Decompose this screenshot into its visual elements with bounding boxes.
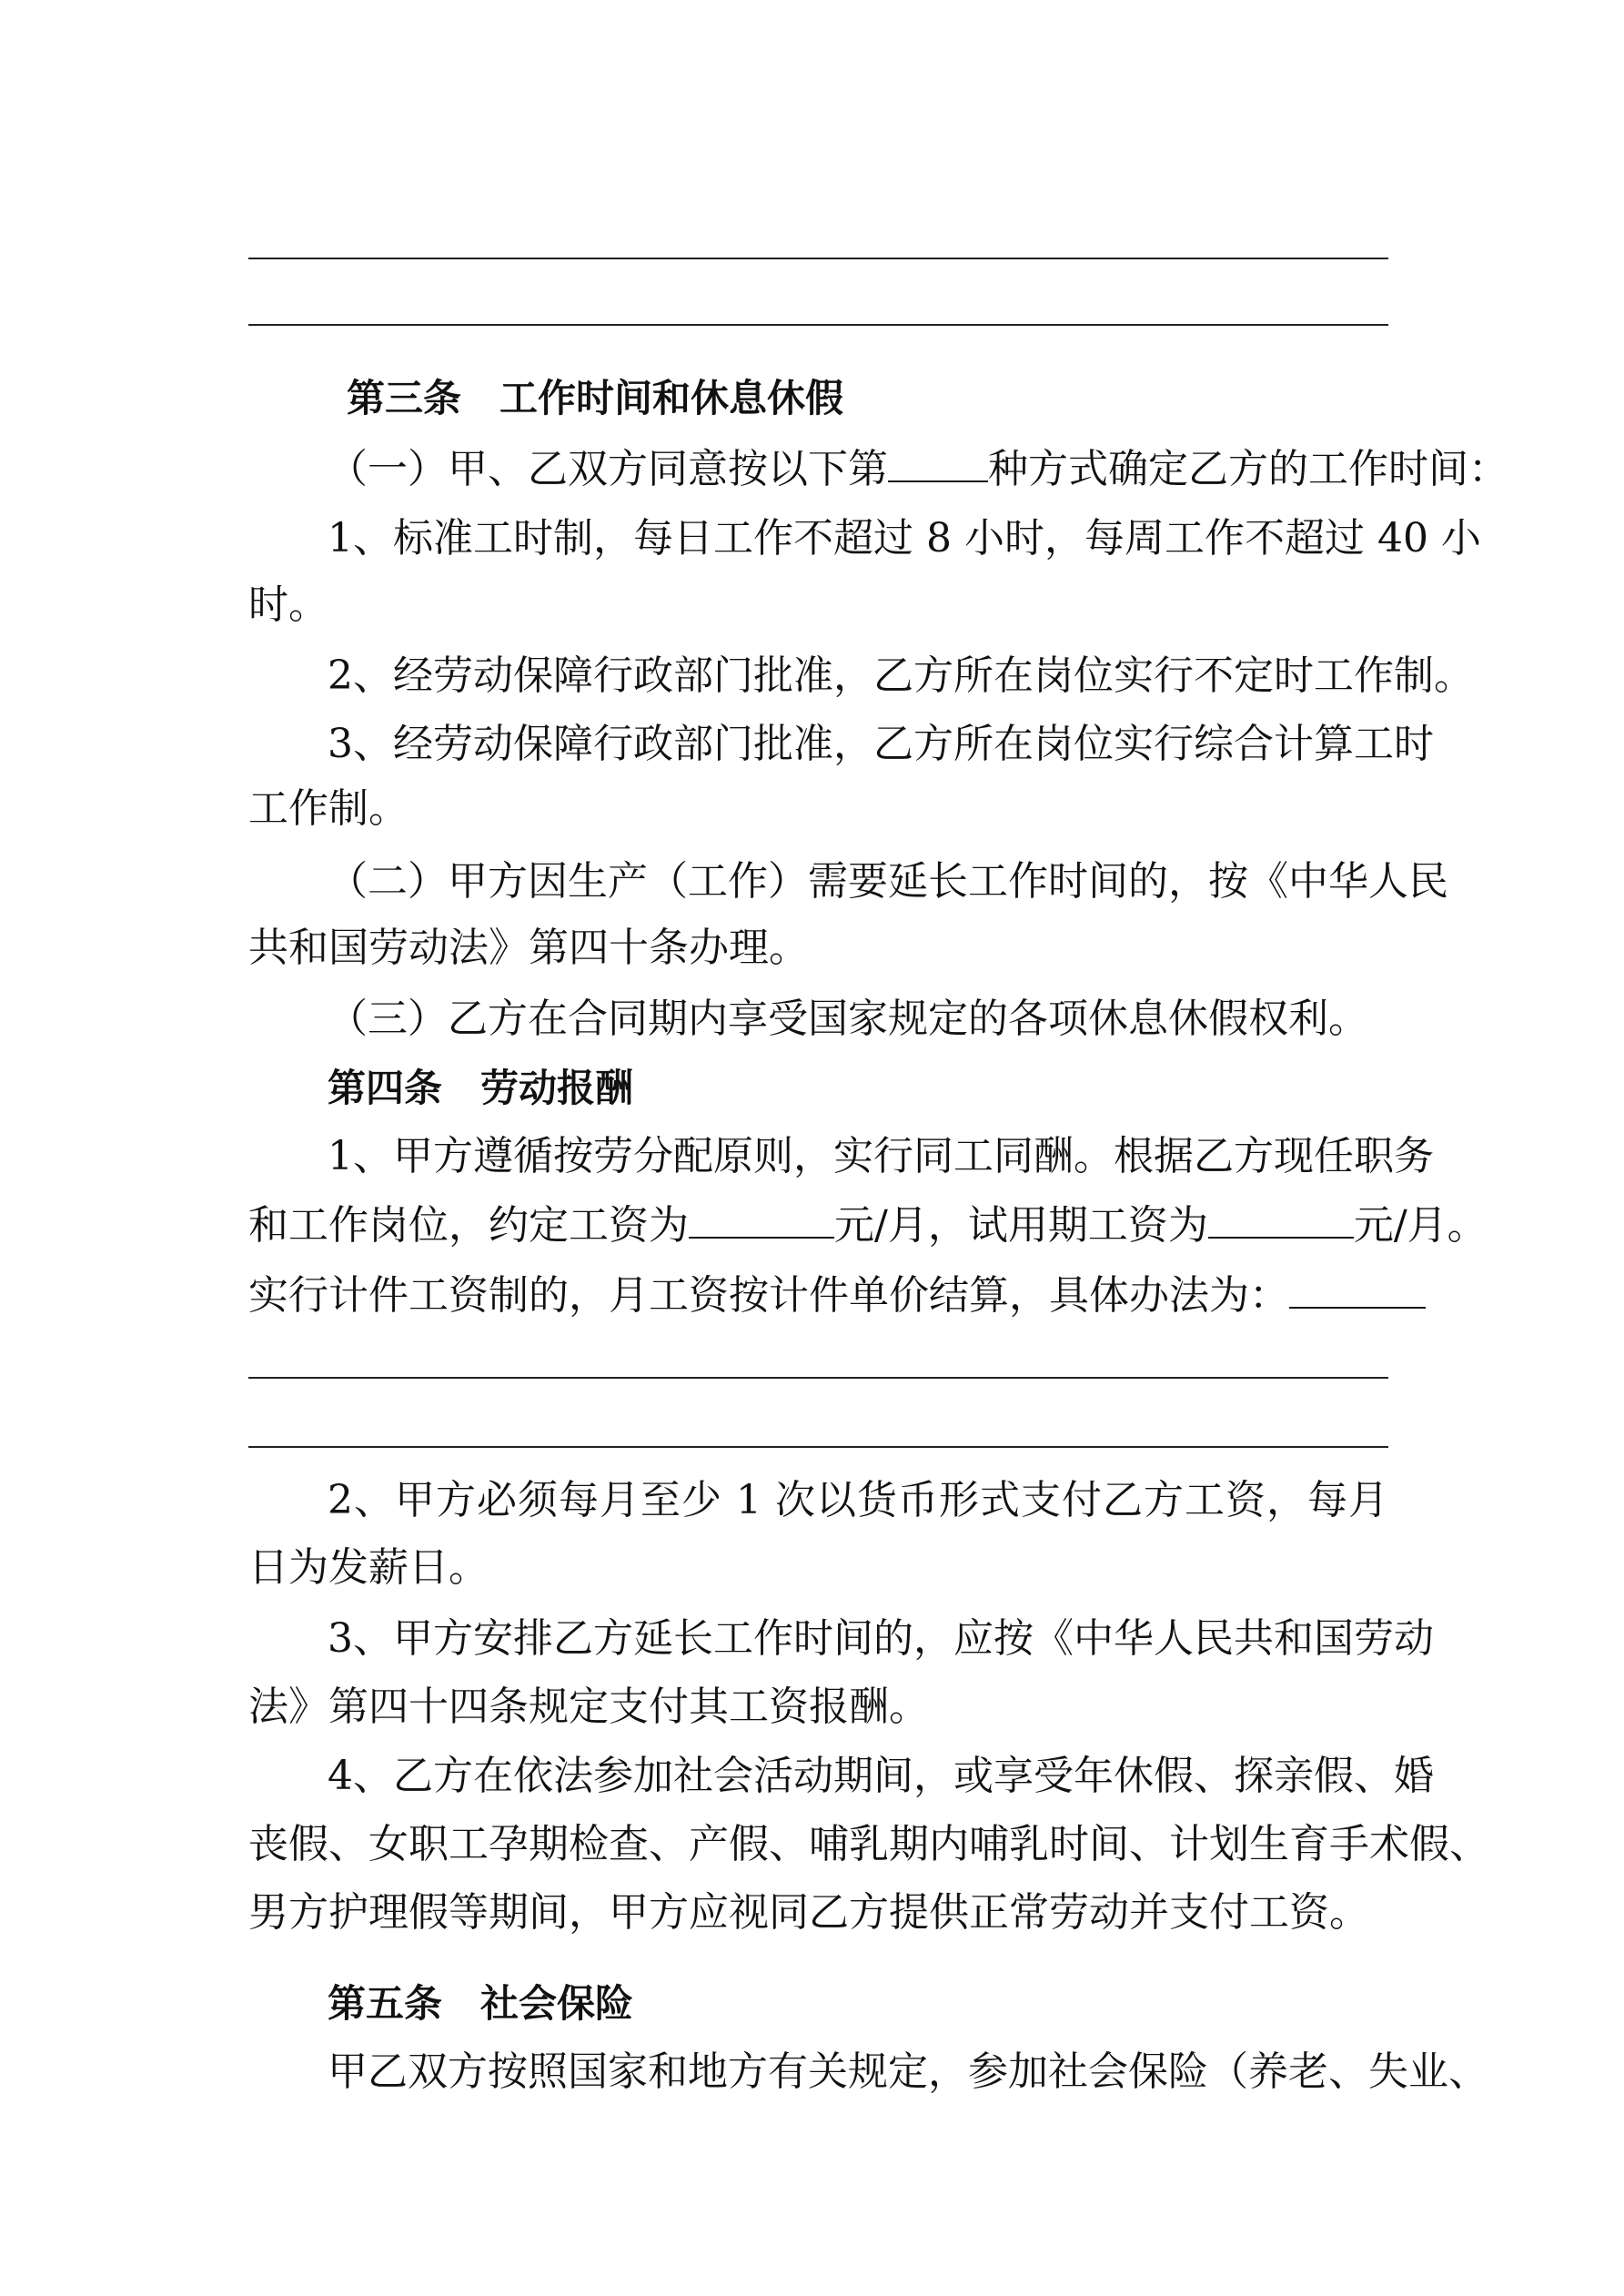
paragraph-line: [328, 1473, 1388, 1528]
text-segment: 3、甲方安排乙方延长工作时间的，应按《中华人民共和国劳动: [328, 1615, 1434, 1662]
fill-in-rule: [248, 1446, 1388, 1448]
text-segment: 1、标准工时制，每日工作不超过 8 小时，每周工作不超过 40 小: [328, 515, 1481, 561]
text-segment: 第五条 社会保险: [328, 1981, 634, 2026]
paragraph-line: [248, 1267, 1388, 1321]
section-heading: [328, 1977, 1388, 2031]
paragraph-line: [328, 1612, 1434, 1666]
text-segment: 4、乙方在依法参加社会活动期间，或享受年休假、探亲假、婚: [328, 1753, 1434, 1799]
text-segment: 3、经劳动保障行政部门批准，乙方所在岗位实行综合计算工时: [328, 721, 1434, 767]
paragraph-line: [248, 782, 1388, 836]
fill-in-blank: [689, 1197, 834, 1239]
fill-in-blank: [1208, 1197, 1354, 1239]
text-segment: 实行计件工资制的，月工资按计件单价结算，具体办法为：: [248, 1272, 1289, 1319]
paragraph-line: [328, 992, 1388, 1047]
text-segment: 工作制。: [248, 785, 409, 832]
paragraph-line: [328, 2045, 1488, 2099]
paragraph-line: [248, 1197, 1488, 1251]
section-heading: [328, 1061, 1388, 1116]
fill-in-blank: [1289, 1267, 1426, 1309]
text-segment: （一）甲、乙双方同意按以下第: [328, 446, 888, 492]
paragraph-line: [248, 1680, 1388, 1735]
fill-in-blank: [888, 440, 988, 482]
paragraph-line: [328, 440, 1508, 495]
text-segment: 甲乙双方按照国家和地方有关规定，参加社会保险（养老、失业、: [328, 2048, 1488, 2095]
text-segment: （二）甲方因生产（工作）需要延长工作时间的，按《中华人民: [328, 858, 1448, 905]
text-segment: 第四条 劳动报酬: [328, 1066, 634, 1110]
fill-in-rule: [248, 258, 1388, 259]
paragraph-line: [248, 921, 1388, 976]
section-heading: [347, 371, 1388, 426]
text-segment: 共和国劳动法》第四十条办理。: [248, 925, 809, 971]
fill-in-rule: [248, 1377, 1388, 1379]
text-segment: 第三条 工作时间和休息休假: [347, 376, 844, 420]
paragraph-line: [248, 578, 1388, 632]
fill-in-rule: [248, 324, 1388, 326]
text-segment: 时。: [248, 582, 328, 628]
paragraph-line: [328, 1129, 1434, 1184]
text-segment: 2、经劳动保障行政部门批准，乙方所在岗位实行不定时工作制。: [328, 652, 1474, 699]
text-segment: 法》第四十四条规定支付其工资报酬。: [248, 1684, 929, 1730]
paragraph-line: [248, 1817, 1489, 1872]
paragraph-line: [328, 717, 1434, 772]
paragraph-line: [328, 1749, 1434, 1804]
paragraph-line: [248, 1541, 1388, 1595]
text-segment: 丧假、女职工孕期检查、产假、哺乳期内哺乳时间、计划生育手术假、: [248, 1821, 1489, 1867]
text-segment: 元/月，试用期工资为: [834, 1202, 1208, 1249]
text-segment: （三）乙方在合同期内享受国家规定的各项休息休假权利。: [328, 996, 1368, 1042]
text-segment: 男方护理假等期间，甲方应视同乙方提供正常劳动并支付工资。: [248, 1889, 1369, 1936]
text-segment: 和工作岗位，约定工资为: [248, 1202, 689, 1249]
text-segment: 种方式确定乙方的工作时间：: [988, 446, 1508, 492]
text-segment: 1、甲方遵循按劳分配原则，实行同工同酬。根据乙方现任职务: [328, 1133, 1434, 1179]
paragraph-line: [328, 649, 1474, 703]
paragraph-line: [248, 1886, 1388, 1940]
paragraph-line: [328, 511, 1481, 566]
text-segment: 元/月。: [1353, 1202, 1488, 1249]
text-segment: 2、甲方必须每月至少 1 次以货币形式支付乙方工资，每月: [328, 1477, 1388, 1523]
text-segment: 日为发薪日。: [248, 1544, 489, 1591]
paragraph-line: [328, 855, 1448, 909]
